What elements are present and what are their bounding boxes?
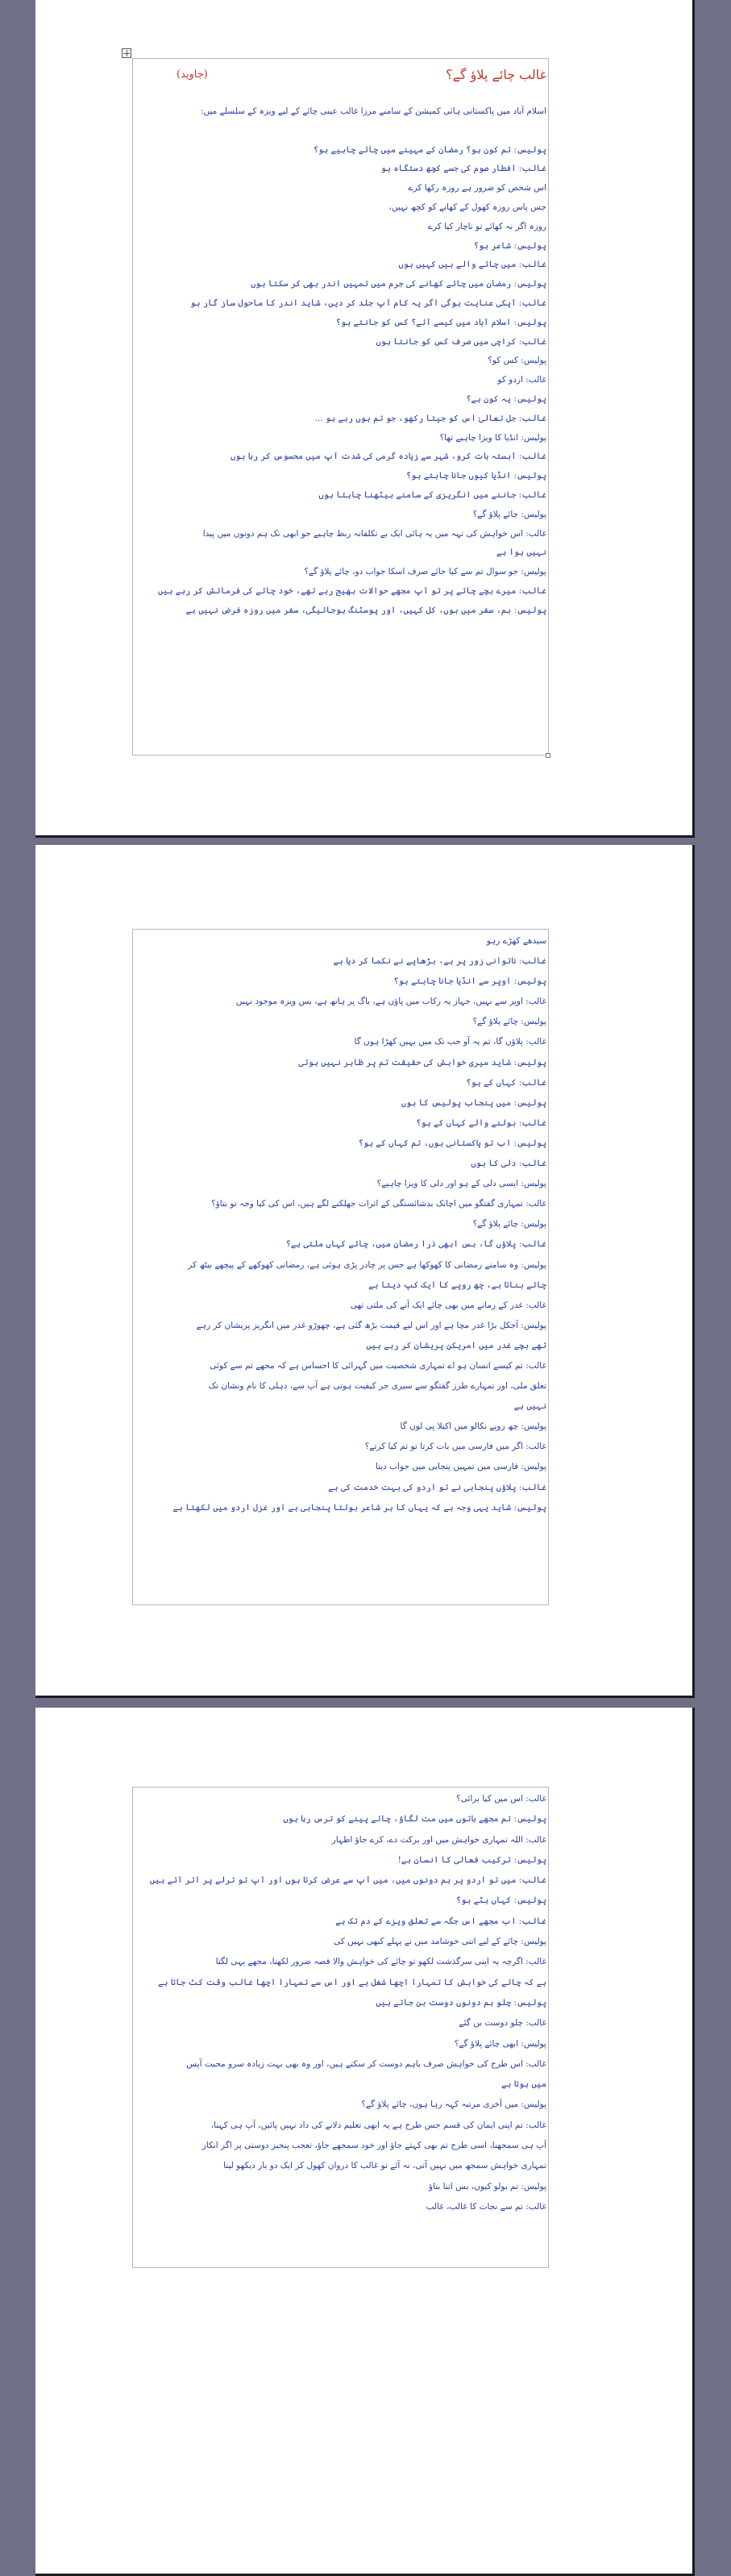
text-line: پولیس: اوپر سے انڈیا جانا چاہتے ہو؟ xyxy=(393,976,546,987)
text-line: غالب: چلو دوست بن گئے xyxy=(459,2018,546,2029)
text-line: غالب: آہستہ بات کرو، شہر سے زیادہ گرمی کی شدت آپ میں محسوس کر رہا ہوں xyxy=(231,452,546,462)
author-name: (جاوید) xyxy=(177,68,208,81)
text-line: پولیس: چھ روپے نکالو میں اکیلا پی لوں گا xyxy=(400,1421,546,1432)
text-line: اس شخص کو ضرور ہے روزہ رکھا کرے xyxy=(408,183,546,194)
text-line: پولیس: رمضان میں چائے کھانے کی جرم میں تمہیں اندر بھی کر سکتا ہوں xyxy=(251,279,546,289)
text-line: پولیس: چائے پلاؤ گے؟ xyxy=(472,1219,546,1230)
text-line: غالب: پلاؤں گا، تم یہ آو جب تک میں یہیں کھڑا ہوں گا xyxy=(354,1037,546,1047)
text-line: پولیس: میں آخری مرتبہ کہہ رہا ہوں، چائے پلاؤ گے؟ xyxy=(361,2100,546,2110)
text-line: تھے بچے غدر میں امریکن پریشان کر رہے ہیں xyxy=(366,1340,546,1350)
text-line: پولیس: ترکیب فعالی کا انسان ہے! xyxy=(397,1854,546,1865)
text-line: غالب: اوپر سے نہیں، جہاز یہ رکاب میں پاؤں ہے، باگ پر ہاتھ ہے، بس ویزہ موجود نہیں xyxy=(235,997,546,1007)
text-line: پولیس: ایسی دلی کے ہو اور دلی کا ویزا چاہیے؟ xyxy=(376,1179,546,1189)
text-line: تعلق ملی، اور تمہارے طرز گفتگو سے سیری جر کیفیت ہوتی ہے آپ سے، دہلی کا نام ونشان تک xyxy=(208,1381,546,1392)
text-line: پولیس: آجکل بڑا غدر مچا ہے اور اس لیے قیمت بڑھ گئی ہے، چھوڑو غدر میں انگریز پریشان کر رہے xyxy=(196,1320,546,1330)
text-line: پولیس: شاید میری خواہش کی حقیقت تم پر ظاہر نہیں ہوئی xyxy=(298,1057,546,1067)
text-line: پولیس: کہاں ہٹے ہو؟ xyxy=(456,1896,546,1906)
text-line: نہیں ہے xyxy=(513,1401,546,1412)
text-line: غالب: ناتوانی زور پر ہے، بڑھاپے نے نکما کر دیا ہے xyxy=(333,956,546,967)
text-line: چائے بناتا ہے، چھ روپے کا ایک کپ دیتا ہے xyxy=(368,1280,546,1290)
text-line: غالب: اب مجھے اس جگہ سے تعلق ویزے کے دم تک ہے xyxy=(335,1916,546,1926)
text-line: غالب: اس خواہش کی تہہ میں یہ ہائی ایک بے تکلفانہ ربط چاہیے جو ابھی تک ہم دونوں میں پیدا xyxy=(202,528,546,539)
text-line: غالب: اس طرح کی خواہش صرف باہم دوست کر سکتے ہیں، اور وہ بھی بہت زیادہ سرو محبت آپس xyxy=(186,2058,546,2069)
text-line: پولیس: ہم، سفر میں ہوں، کل کہیں، اور پوسٹنگ ہوجائیگی، سفر میں روزہ فرض نہیں ہے xyxy=(185,605,546,615)
text-line: پولیس: چلو ہم دونوں دوست بن جاتے ہیں xyxy=(376,1997,546,2008)
text-line: پولیس: تم بولو کیوں، بس اتنا بتاؤ xyxy=(428,2181,546,2191)
text-line: پولیس: فارسی میں تمہیں پنجابی میں جواب دیتا xyxy=(375,1462,546,1472)
text-frame-1[interactable] xyxy=(132,58,549,755)
text-line: غالب: تم اپنی ایمان کی قسم جس طرح ہے یہ ابھی تعلیم دلانے کی داد نہیں پائیں، آپ ہی کہنا، xyxy=(210,2120,546,2130)
text-line: غالب: میں چائے والے ہیں کہیں ہوں xyxy=(398,260,546,270)
document-page-2 xyxy=(35,845,695,1698)
text-line: تمہاری خواہش سمجھ میں نہیں آتی، نہ آئے تو غالب کا دروان کھول کر ایک دو بار دیکھو لینا xyxy=(223,2161,546,2171)
text-line: پولیس: شاعر ہو؟ xyxy=(473,240,546,251)
text-line: پولیس: اب تو پاکستانی ہوں، تم کہاں کے ہو؟ xyxy=(358,1138,546,1148)
text-line: غالب: تمہاری گفتگو میں اچانک بدشائستگی کے اثرات جھلکنے لگے ہیں، اس کی کیا وجہ تو بتاؤ؟ xyxy=(211,1199,546,1209)
resize-handle-icon[interactable] xyxy=(546,753,550,758)
move-anchor-icon[interactable] xyxy=(122,48,131,58)
text-frame-2[interactable] xyxy=(132,929,549,1605)
text-line: پولیس: تم مجھے باتوں میں مت لگاؤ، چائے پینے کو ترس رہا ہوں xyxy=(283,1814,546,1825)
text-line: جس پاس روزہ کھول کے کھانے کو کچھ نہیں، xyxy=(388,202,546,212)
text-line: پولیس: کس کو؟ xyxy=(488,356,546,366)
text-line: پولیس: اسلام آباد میں کیسے آئے؟ کس کو جانتے ہو؟ xyxy=(335,317,546,327)
text-line: پولیس: انڈیا کیوں جانا چاہتے ہو؟ xyxy=(405,471,546,481)
text-line: پولیس: یہ کون ہے؟ xyxy=(466,393,546,404)
text-line: غالب: بولنے والے کہاں کے ہو؟ xyxy=(416,1117,546,1128)
text-line: اسلام آباد میں پاکستانی ہائی کمیشن کے سامنے مرزا غالب عینی چائے کے لیے ویزہ کے سلسلے میں: xyxy=(200,106,546,116)
text-line xyxy=(136,122,546,141)
text-lines xyxy=(136,1789,546,2217)
text-line: غالب: غدر کے زمانے میں بھی چائے ایک آنے کی ملتی تھی xyxy=(350,1300,546,1310)
text-line: پولیس: ابھی چائے پلاؤ گے؟ xyxy=(454,2038,546,2049)
text-line: پولیس: شاید یہی وجہ ہے کہ یہاں کا ہر شاعر بولتا پنجابی ہے اور غزل اردو میں لکھتا ہے xyxy=(172,1502,546,1513)
text-line: پولیس: چائے پلاؤ گے؟ xyxy=(472,1017,546,1027)
text-line: غالب: میرے بچے چائے پر تو آپ مجھے حوالات بھیج رہے تھے، خود چائے کی فرمائش کر رہے ہیں xyxy=(158,585,546,596)
text-line: روزہ اگر نہ کھائے تو ناچار کیا کرے xyxy=(427,221,546,231)
text-line: غالب: افطار صوم کی جسے کچھ دستگاہ ہو xyxy=(380,164,546,174)
text-line: غالب: پلاؤں گا، بس ابھی ذرا رمضان میں، چائے کہاں ملتی ہے؟ xyxy=(285,1239,546,1250)
text-line: پولیس: چائے کے لیے اتنی خوشامد میں نے پہلے کبھی نہیں کی xyxy=(334,1937,546,1947)
text-line: غالب: آپکی عنایت ہوگی اگر یہ کام آپ جلد کر دیں، شاید اندر کا ماحول ساز گار ہو xyxy=(190,298,546,308)
text-line: ہے کہ چائے کی خواہش کا تمہارا اچھا شغل ہے اور اس سے تمہارا اچھا غالب وقت کٹ جاتا ہے xyxy=(158,1977,546,1987)
text-lines xyxy=(136,931,546,1518)
text-line: پولیس: میں پنجاب پولیس کا ہوں xyxy=(401,1097,546,1108)
text-lines xyxy=(136,102,546,621)
document-page-3 xyxy=(35,1708,695,2576)
text-line: پولیس: چائے پلاؤ گے؟ xyxy=(472,509,546,519)
text-line: سیدھے کھڑے رہو xyxy=(486,936,546,946)
text-line: غالب: جاننے میں انگریزی کے سامنے بیٹھنا چاہتا ہوں xyxy=(318,489,546,500)
text-line: آپ ہی سمجھنا، اسی طرح تم بھی کہتے جاؤ اور خود سمجھے جاؤ، تعجب پنجیز دوستی پر اگر انکار xyxy=(201,2141,546,2151)
text-line: غالب: تم سے نجات کا غالب، غالب xyxy=(426,2201,546,2212)
text-line: غالب: اردو کو xyxy=(497,375,546,385)
text-line: غالب: کراچی میں صرف کس کو جانتا ہوں xyxy=(376,336,546,347)
text-line: میں ہوتا ہے xyxy=(501,2079,546,2090)
text-line: غالب: میں تو اردو پر ہم دونوں میں، میں آپ سے عرض کرتا ہوں اور آپ تو ترلے پر اتر آئے ہیں xyxy=(150,1875,546,1886)
text-line: پولیس: جو سوال تم سے کیا جائے صرف اسکا جواب دو، چائے پلاؤ گے؟ xyxy=(304,567,546,577)
document-header xyxy=(136,64,546,85)
text-line: پولیس: وہ سامنے رمضانی کا کھوکھا ہے جس پر چادر پڑی ہوئی ہے، رمضانی کھوکھے کے پیچھے بیٹھ کر xyxy=(188,1259,546,1270)
text-line: غالب: کہاں کے ہو؟ xyxy=(466,1077,546,1088)
text-line: غالب: تم کیسے انسان ہو اے تمہاری شخصیت میں گہرائی کا احساس ہے کہ مجھے تم سے کوئی xyxy=(210,1360,546,1371)
text-line: نہیں ہوا ہے xyxy=(496,547,546,558)
text-line: پولیس: تم کون ہو؟ رمضان کے مہینے میں چائے چاہیے ہو؟ xyxy=(313,144,546,155)
text-line: غالب: پلاؤں پنجابی نے تو اردو کی بہت خدمت کی ہے xyxy=(328,1482,546,1492)
text-line: پولیس: انڈیا کا ویزا چاہیے تھا؟ xyxy=(439,432,546,443)
page-title: غالب چائے پلاؤ گے؟ xyxy=(446,66,546,82)
text-line: غالب: اگر میں فارسی میں بات کرتا تو تم کیا کرتے؟ xyxy=(364,1442,546,1452)
text-line: غالب: اگرچہ یہ اپنی سرگذشت لکھو تو چائے کی خواہش والا قصہ ضرور لکھنا، مجھے یہی لگتا xyxy=(215,1957,546,1967)
text-frame-3[interactable] xyxy=(132,1787,549,2268)
text-line: غالب: دلی کا ہوں xyxy=(471,1159,546,1169)
document-page-1 xyxy=(35,0,695,838)
text-line: غالب: اس میں کیا برائی؟ xyxy=(456,1794,546,1804)
text-line: غالب: اللہ تمہاری خواہش میں اور برکت دے، کرے جاؤ اظہار xyxy=(331,1834,546,1845)
text-line: غالب: جل تعالیٰ اس کو جیتا رکھو، جو تم ہوں رہے ہو ... xyxy=(314,413,546,423)
